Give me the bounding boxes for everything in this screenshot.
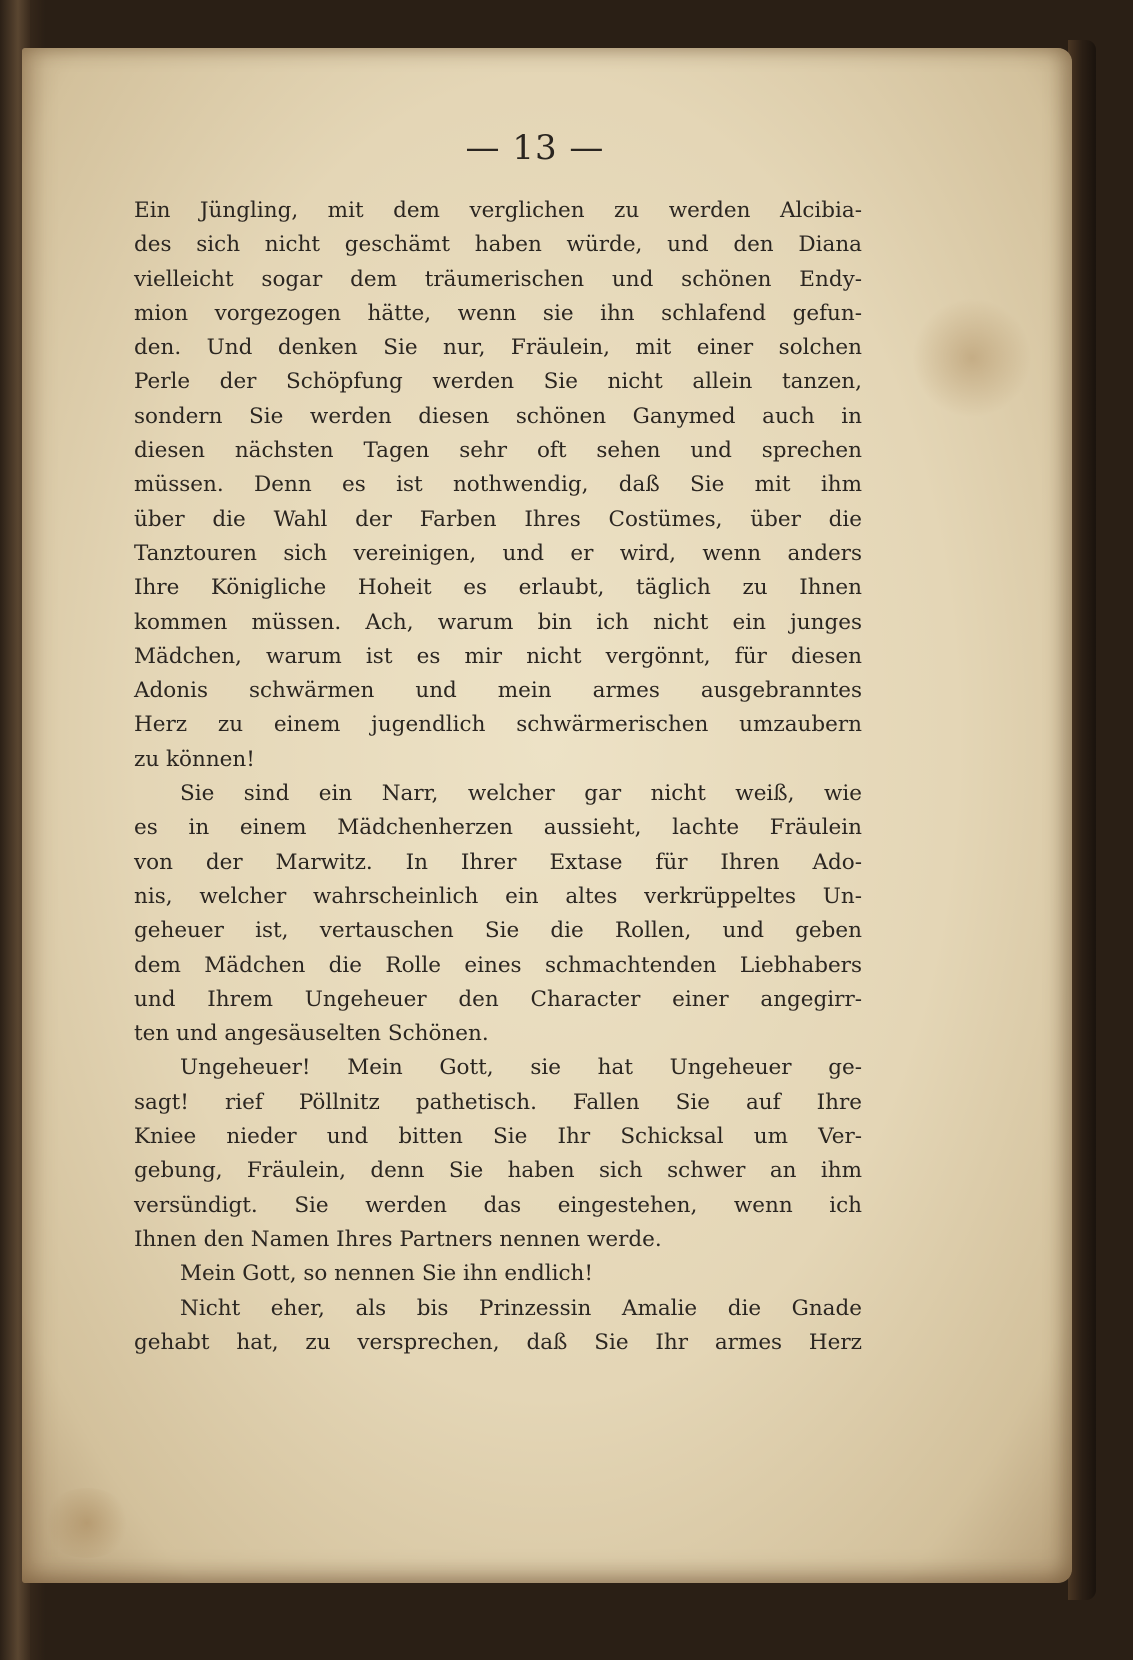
paper-stain [912,298,1032,418]
page-number: — 13 — [465,128,605,168]
text-line: müssen. Denn es ist nothwendig, daß Sie mit ihm [134,472,862,498]
text-line: ten und angesäuselten Schönen. [134,1021,489,1047]
text-line: Ihnen den Namen Ihres Partners nennen werde. [134,1226,662,1252]
text-line: sagt! rief Pöllnitz pathetisch. Fallen Sie auf Ihre [134,1089,862,1115]
text-line: gehabt hat, zu versprechen, daß Sie Ihr armes Herz [134,1329,862,1355]
text-line: mion vorgezogen hätte, wenn sie ihn schlafend gefun- [134,300,862,326]
text-line: Ihre Königliche Hoheit es erlaubt, täglich zu Ihnen [134,575,862,601]
text-line: zu können! [134,746,255,772]
text-line: Herz zu einem jugendlich schwärmerischen umzaubern [134,712,862,738]
text-line: Sie sind ein Narr, welcher gar nicht weiß, wie [180,781,862,807]
text-line: Kniee nieder und bitten Sie Ihr Schicksal um Ver- [134,1124,862,1150]
text-line: geheuer ist, vertauschen Sie die Rollen, und geben [134,918,862,944]
text-line: Perle der Schöpfung werden Sie nicht allein tanzen, [134,369,862,395]
text-line: dem Mädchen die Rolle eines schmachtenden Liebhabers [134,952,862,978]
text-line: Adonis schwärmen und mein armes ausgebranntes [134,678,862,704]
paper-stain [42,1488,132,1558]
text-line: versündigt. Sie werden das eingestehen, wenn ich [134,1192,862,1218]
text-line: des sich nicht geschämt haben würde, und den Diana [134,232,862,258]
body-text [134,194,862,1360]
text-line: Ungeheuer! Mein Gott, sie hat Ungeheuer ge- [180,1055,862,1081]
text-line: kommen müssen. Ach, warum bin ich nicht ein junges [134,609,862,635]
text-line: nis, welcher wahrscheinlich ein altes verkrüppeltes Un- [134,883,862,909]
text-line: Nicht eher, als bis Prinzessin Amalie die Gnade [180,1295,862,1321]
text-line: sondern Sie werden diesen schönen Ganymed auch in [134,403,862,429]
text-line: Ein Jüngling, mit dem verglichen zu werden Alcibia- [134,198,862,223]
text-line: es in einem Mädchenherzen aussieht, lachte Fräulein [134,815,862,841]
text-line: gebung, Fräulein, denn Sie haben sich schwer an ihm [134,1158,862,1184]
text-line: von der Marwitz. In Ihrer Extase für Ihren Ado- [134,849,862,875]
text-line: vielleicht sogar dem träumerischen und schönen Endy- [134,266,862,292]
text-line: den. Und denken Sie nur, Fräulein, mit einer solchen [134,335,862,361]
book-cover-edge [1068,40,1096,1600]
text-line: diesen nächsten Tagen sehr oft sehen und sprechen [134,438,862,464]
text-line: und Ihrem Ungeheuer den Character einer angegirr- [134,986,862,1012]
text-line: über die Wahl der Farben Ihres Costümes, über die [134,506,862,532]
text-line: Mein Gott, so nennen Sie ihn endlich! [180,1261,594,1287]
text-line: Tanztouren sich vereinigen, und er wird, wenn anders [134,540,862,566]
text-line: Mädchen, warum ist es mir nicht vergönnt, für diesen [134,643,862,669]
